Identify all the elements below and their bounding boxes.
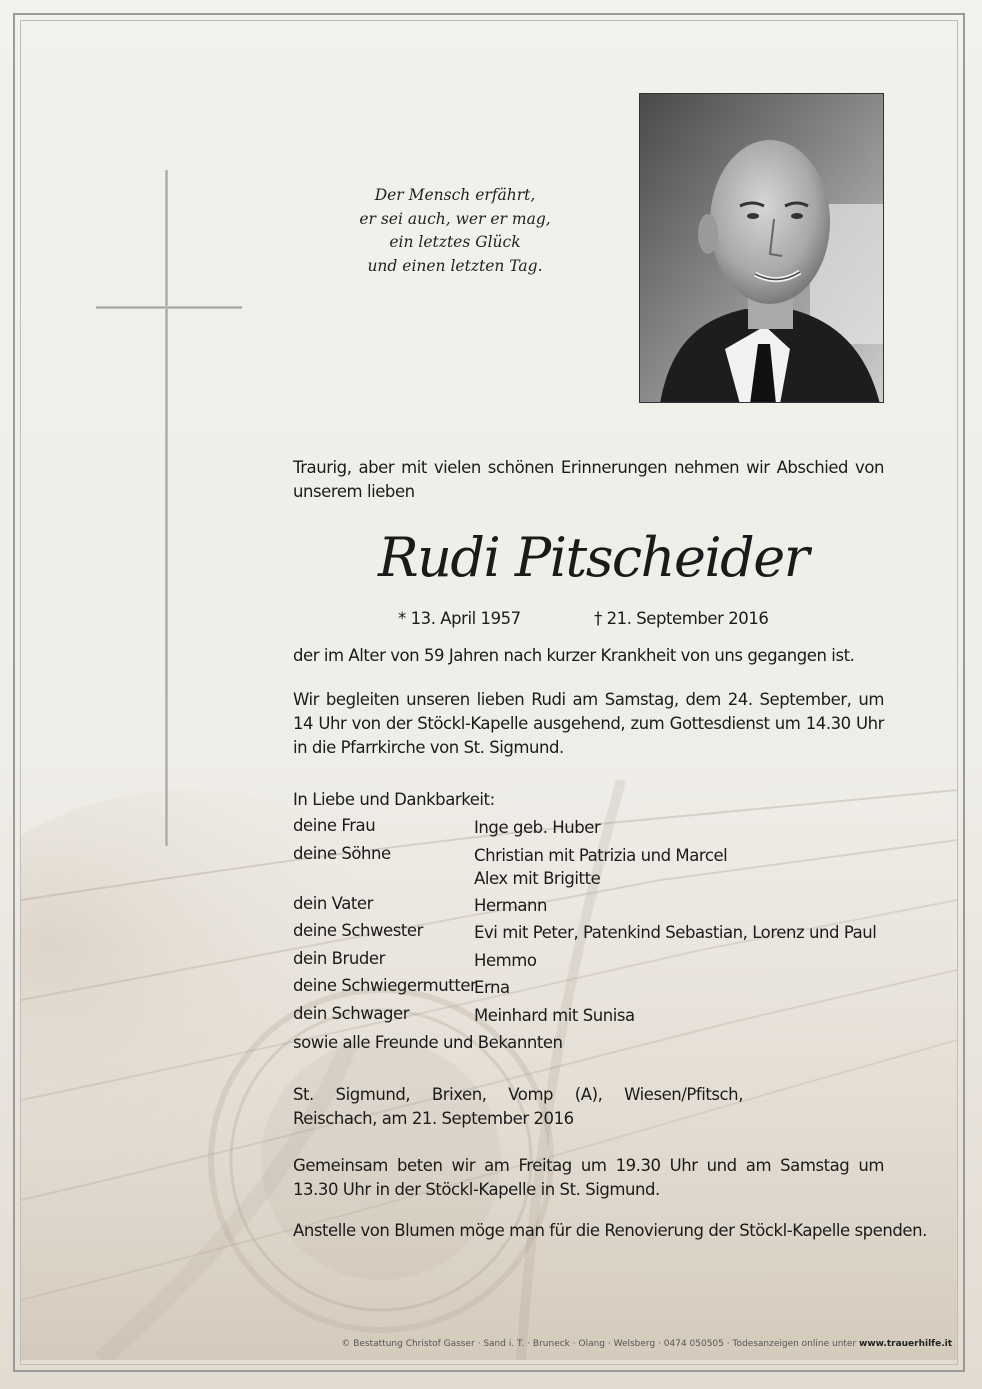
mourner-row [293, 816, 893, 844]
mourner-names-line: Christian mit Patrizia und Marcel [474, 845, 728, 865]
mourner-row [293, 921, 893, 949]
intro-text: Traurig, aber mit vielen schönen Erinnerungen nehmen wir Abschied von unserem lieben [293, 458, 884, 501]
deceased-name: Rudi Pitscheider [377, 526, 809, 589]
portrait-photo [639, 93, 884, 403]
cross-horizontal-bar [96, 306, 242, 309]
mourner-row [293, 949, 893, 977]
funeral-text: Wir begleiten unseren lieben Rudi am Samstag, dem 24. September, um 14 Uhr von der Stöckl-Kapelle ausgehend, zum Gottesdienst um 14.30 Uhr in die Pfarrkirche von St. Sigmund. [293, 690, 884, 757]
friends-line: sowie alle Freunde und Bekannten [293, 1033, 563, 1052]
mourner-names: Evi mit Peter, Patenkind Sebastian, Lorenz und Paul [474, 923, 877, 942]
prayer-info: Gemeinsam beten wir am Freitag um 19.30 Uhr und am Samstag um 13.30 Uhr in der Stöckl-Kapelle in St. Sigmund. [293, 1156, 884, 1199]
mourner-names-line: Alex mit Brigitte [474, 868, 601, 888]
quote-line: und einen letzten Tag. [367, 256, 543, 275]
mourner-names: Meinhard mit Sunisa [474, 1005, 635, 1025]
footer-credit [0, 1339, 952, 1349]
places-and-date: St. Sigmund, Brixen, Vomp (A), Wiesen/Pfitsch, Reischach, am 21. September 2016 [293, 1085, 743, 1128]
birth-date: * 13. April 1957 [398, 609, 521, 628]
donation-note: Anstelle von Blumen möge man für die Renovierung der Stöckl-Kapelle spenden. [293, 1221, 927, 1240]
mourner-row [293, 976, 893, 1004]
mourner-row [293, 894, 893, 922]
mourner-row [293, 844, 893, 894]
mourner-relation: dein Vater [293, 893, 373, 913]
mourner-relation: deine Schwester [293, 921, 423, 940]
mourner-relation: deine Frau [293, 816, 376, 835]
quote-line: er sei auch, wer er mag, [359, 209, 551, 228]
mourner-names: Hemmo [474, 950, 537, 970]
death-date: † 21. September 2016 [594, 609, 769, 628]
mourner-row [293, 1004, 893, 1032]
age-text: der im Alter von 59 Jahren nach kurzer Krankheit von uns gegangen ist. [293, 646, 855, 665]
footer-link[interactable]: www.trauerhilfe.it [859, 1339, 952, 1349]
mourner-relation: dein Bruder [293, 948, 385, 968]
mourners-list [293, 816, 893, 1031]
footer-text: © Bestattung Christof Gasser · Sand i. T. · Bruneck · Olang · Welsberg · 0474 050505 · Todesanzeigen online unter [341, 1339, 857, 1349]
mourner-names [474, 844, 727, 890]
quote-line: ein letztes Glück [389, 233, 521, 251]
cross-vertical-bar [165, 170, 168, 846]
memorial-quote [330, 184, 580, 278]
mourner-relation: deine Söhne [293, 843, 391, 863]
mourner-names: Erna [474, 978, 510, 997]
mourner-names: Hermann [474, 895, 548, 915]
mourner-relation: dein Schwager [293, 1003, 410, 1023]
mourner-relation: deine Schwiegermutter [293, 976, 477, 995]
mourners-heading: In Liebe und Dankbarkeit: [293, 790, 495, 809]
mourner-names: Inge geb. Huber [474, 818, 601, 837]
quote-line: Der Mensch erfährt, [374, 186, 536, 204]
